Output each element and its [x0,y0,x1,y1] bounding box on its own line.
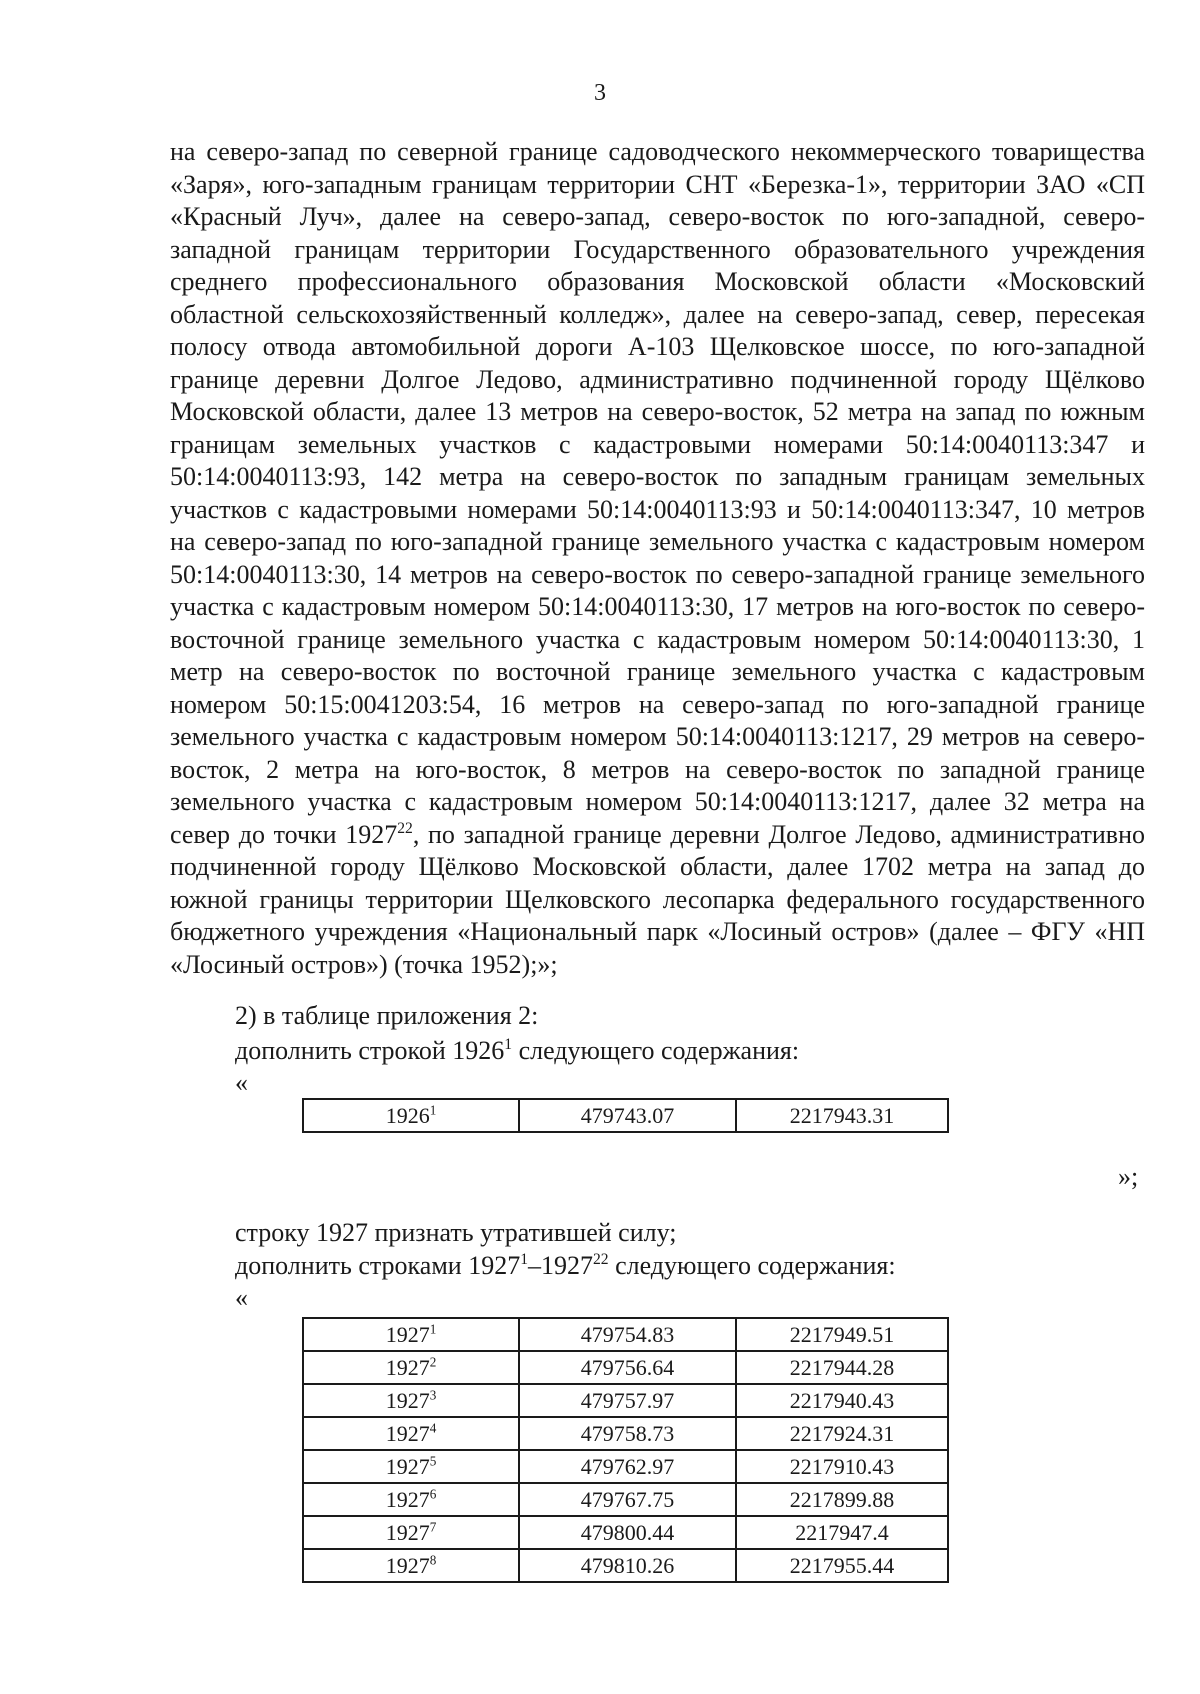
point-base: 1927 [385,1387,430,1413]
point-superscript: 22 [397,819,413,837]
y-coordinate-cell: 2217955.44 [736,1549,948,1582]
point-base: 1927 [385,1420,430,1446]
x-coordinate-cell: 479756.64 [519,1351,736,1384]
item-2: 2) в таблице приложения 2: [235,1001,539,1030]
table-row [303,1099,948,1132]
point-base: 1927 [385,1354,430,1380]
point-base: 1927 [385,1486,430,1512]
table-row [303,1417,948,1450]
tail-after: , по западной границе деревни Долгое Ледово, административно подчиненной городу Щёлково Московской области, далее 1702 метра на запад до южной границы территории Щелковского лесопарка федерального государственного бюджетного учреждения «Национальный парк «Лосиный остров» (далее – ФГУ «НП «Лосиный остров») (точка 1952);»; [170,819,1146,979]
point-base: 1927 [385,1453,430,1479]
table-row [303,1549,948,1582]
point-number-cell [303,1549,519,1582]
y-coordinate-cell: 2217910.43 [736,1450,948,1483]
point-number-cell [303,1450,519,1483]
point-base: 1927 [385,1321,430,1347]
y-coordinate-cell: 2217940.43 [736,1384,948,1417]
point-number-cell [303,1516,519,1549]
point-base: 1927 [385,1519,430,1545]
y-coordinate-cell: 2217944.28 [736,1351,948,1384]
point-number-cell [303,1351,519,1384]
point-number-cell [303,1384,519,1417]
point-superscript: 1 [429,1320,437,1336]
x-coordinate-cell: 479743.07 [519,1099,736,1132]
add-row-after: следующего содержания: [512,1036,800,1065]
coordinates-table-1 [302,1098,949,1133]
point-base: 1926 [385,1102,430,1128]
opening-quote: « [235,1068,248,1097]
add-rows-after: следующего содержания: [608,1251,896,1280]
point-superscript: 5 [429,1452,437,1468]
point-number-cell [303,1483,519,1516]
x-coordinate-cell: 479800.44 [519,1516,736,1549]
point-number-cell [303,1318,519,1351]
point-superscript: 6 [429,1485,437,1501]
point-superscript: 4 [429,1419,437,1435]
x-coordinate-cell: 479762.97 [519,1450,736,1483]
point-number-cell [303,1099,519,1132]
y-coordinate-cell: 2217924.31 [736,1417,948,1450]
point-base: 1927 [385,1552,430,1578]
add-rows-instruction [235,1250,896,1282]
body-paragraph-text: на северо-запад по северной границе садоводческого некоммерческого товарищества «Заря», юго-западным границам территории СНТ «Березка-1», территории ЗАО «СП «Красный Луч», далее на северо-запад, северо-восток по юго-западной, северо-западной границам территории Государственного образовательного учреждения среднего профессионального образования Московской области «Московский областной сельскохозяйственный колледж», далее на северо-запад, север, пересекая полосу отвода автомобильной дороги А-103 Щелковское шоссе, по юго-западной границе деревни Долгое Ледово, административно подчиненной городу Щёлково Московской области, далее 13 метров на северо-восток, 52 метра на запад по южным границам земельных участков с кадастровыми номерами 50:14:0040113:347 и 50:14:0040113:93, 142 метра на северо-восток по западным границам земельных участков с кадастровыми номерами 50:14:0040113:93 и 50:14:0040113:347, 10 метров на северо-запад по юго-западной границе земельного участка с кадастровым номером 50:14:0040113:30, 14 метров на северо-восток по северо-западной границе земельного участка с кадастровым номером 50:14:0040113:30, 17 метров на юго-восток по северо-восточной границе земельного участка с кадастровым номером 50:14:0040113:30, 1 метр на северо-восток по восточной границе земельного участка с кадастровым номером 50:15:0041203:54, 16 метров на северо-запад по юго-западной границе земельного участка с кадастровым номером 50:14:0040113:1217, 29 метров на северо-восток, 2 метра на юго-восток, 8 метров на северо-восток по западной границе земельного участка с кадастровым номером 50:14:0040113:1217, далее [170,137,1145,816]
y-coordinate-cell: 2217947.4 [736,1516,948,1549]
add-rows-before: дополнить строками 1927 [235,1251,521,1280]
table-row [303,1483,948,1516]
x-coordinate-cell: 479754.83 [519,1318,736,1351]
table-row [303,1351,948,1384]
x-coordinate-cell: 479758.73 [519,1417,736,1450]
opening-quote-2: « [235,1283,248,1312]
table-row [303,1318,948,1351]
table-row [303,1516,948,1549]
add-rows-sup-end: 22 [592,1250,609,1268]
add-rows-sup-start: 1 [520,1250,528,1268]
add-row-before: дополнить строкой 1926 [235,1036,505,1065]
tail-before: 32 метра на север до точки 1927 [170,787,1146,849]
add-rows-dash: –1927 [527,1251,593,1280]
point-superscript: 3 [429,1386,437,1402]
x-coordinate-cell: 479810.26 [519,1549,736,1582]
y-coordinate-cell: 2217943.31 [736,1099,948,1132]
point-superscript: 1 [429,1101,437,1117]
coordinates-table-2 [302,1317,949,1583]
add-row-instruction [235,1035,799,1067]
table-row [303,1384,948,1417]
x-coordinate-cell: 479757.97 [519,1384,736,1417]
invalid-row-line: строку 1927 признать утратившей силу; [235,1218,677,1247]
body-paragraph [170,136,1145,981]
point-superscript: 7 [429,1518,437,1534]
table-row [303,1450,948,1483]
y-coordinate-cell: 2217899.88 [736,1483,948,1516]
point-superscript: 2 [429,1353,437,1369]
point-number-cell [303,1417,519,1450]
add-row-sup: 1 [504,1035,513,1053]
closing-quote: »; [1118,1162,1139,1191]
page-number: 3 [594,80,606,106]
x-coordinate-cell: 479767.75 [519,1483,736,1516]
y-coordinate-cell: 2217949.51 [736,1318,948,1351]
point-superscript: 8 [429,1551,437,1567]
